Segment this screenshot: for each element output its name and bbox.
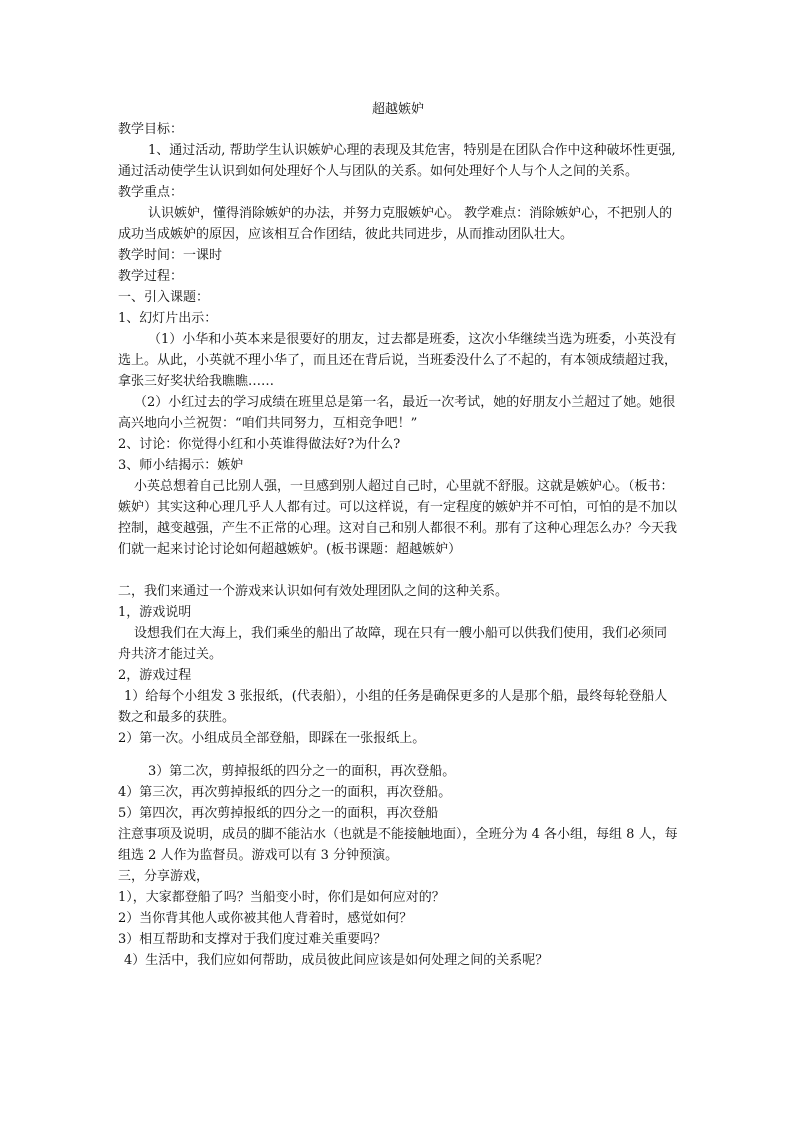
share-question-3: 3）相互帮助和支撑对于我们度过难关重要吗？	[118, 932, 387, 947]
step-discussion: 2、讨论：你觉得小红和小英谁得做法好?为什么?	[118, 437, 401, 452]
paragraph-game-description: 设想我们在大海上，我们乘坐的船出了故障，现在只有一艘小船可以供我们使用，我们必须同舟共济才能过关。	[118, 626, 668, 662]
paragraph-teaching-time: 教学时间：一课时	[118, 248, 223, 263]
share-question-1: 1），大家都登船了吗？当船变小时，你们是如何应对的？	[118, 890, 445, 905]
document-title: 超越嫉妒	[371, 102, 424, 117]
paragraph-game-notes: 注意事项及说明，成员的脚不能沾水（也就是不能接触地面），全班分为 4 各小组，每组 8 人，每组选 2 人作为监督员。游戏可以有 3 分钟预演。	[118, 827, 678, 863]
game-process-heading: 2，游戏过程	[118, 668, 192, 683]
section-heading-process: 教学过程：	[118, 269, 184, 284]
paragraph-summary: 小英总想着自己比别人强，一旦感到别人超过自己时，心里就不舒服。这就是嫉妒心。（板书：嫉妒）其实这种心理几乎人人都有过。可以这样说，有一定程度的嫉妒并不可怕，可怕的是不加以控制，越变越强，产生不正常的心理。这对自己和别人都很不利。那有了这种心理怎么办？今天我们就一起来讨论讨论如何超越嫉妒。(板书课题：超越嫉妒）	[118, 479, 678, 557]
game-step-1: 1）给每个小组发 3 张报纸，(代表船），小组的任务是确保更多的人是那个船，最终每轮登船人数之和最多的获胜。	[118, 689, 668, 725]
game-step-4: 4）第三次，再次剪掉报纸的四分之一的面积，再次登船。	[118, 785, 452, 800]
document-page	[118, 0, 678, 1123]
game-step-3: 3）第二次，剪掉报纸的四分之一的面积，再次登船。	[148, 764, 456, 779]
paragraph-case-2: （2）小红过去的学习成绩在班里总是第一名，最近一次考试，她的好朋友小兰超过了她。她很高兴地向小兰祝贺：“咱们共同努力，互相竞争吧！”	[118, 395, 676, 431]
step-heading-introduction: 一、引入课题：	[118, 290, 210, 305]
blank-line	[118, 560, 678, 581]
step-heading-share: 三，分享游戏，	[118, 869, 210, 884]
section-heading-key-points: 教学重点：	[118, 185, 184, 200]
share-question-2: 2）当你背其他人或你被其他人背着时，感觉如何？	[118, 911, 413, 926]
game-step-2: 2）第一次。小组成员全部登船，即踩在一张报纸上。	[118, 731, 426, 746]
step-slides: 1、幻灯片出示：	[118, 311, 218, 326]
game-step-5: 5）第四次，再次剪掉报纸的四分之一的面积，再次登船	[118, 806, 439, 821]
step-summary: 3、师小结揭示：嫉妒	[118, 458, 244, 473]
game-description-heading: 1，游戏说明	[118, 605, 192, 620]
section-heading-objectives: 教学目标：	[118, 122, 184, 137]
paragraph-objective-1: 1、通过活动, 帮助学生认识嫉妒心理的表现及其危害，特别是在团队合作中这种破坏性更强, 通过活动使学生认识到如何处理好个人与团队的关系。如何处理好个人与个人之间的关系。	[118, 143, 676, 179]
step-heading-game: 二，我们来通过一个游戏来认识如何有效处理团队之间的这种关系。	[118, 584, 509, 599]
paragraph-key-points: 认识嫉妒，懂得消除嫉妒的办法，并努力克服嫉妒心。 教学难点：消除嫉妒心，不把别人的成功当成嫉妒的原因，应该相互合作团结，彼此共同进步，从而推动团队壮大。	[118, 206, 673, 242]
paragraph-case-1: （1）小华和小英本来是很要好的朋友，过去都是班委，这次小华继续当选为班委，小英没有选上。从此，小英就不理小华了，而且还在背后说，当班委没什么了不起的，有本领成绩超过我，拿张三好奖状给我瞧瞧……	[118, 332, 678, 389]
share-question-4: 4）生活中，我们应如何帮助，成员彼此间应该是如何处理之间的关系呢？	[124, 953, 549, 968]
blank-gap	[118, 749, 678, 761]
document-body	[118, 119, 678, 971]
